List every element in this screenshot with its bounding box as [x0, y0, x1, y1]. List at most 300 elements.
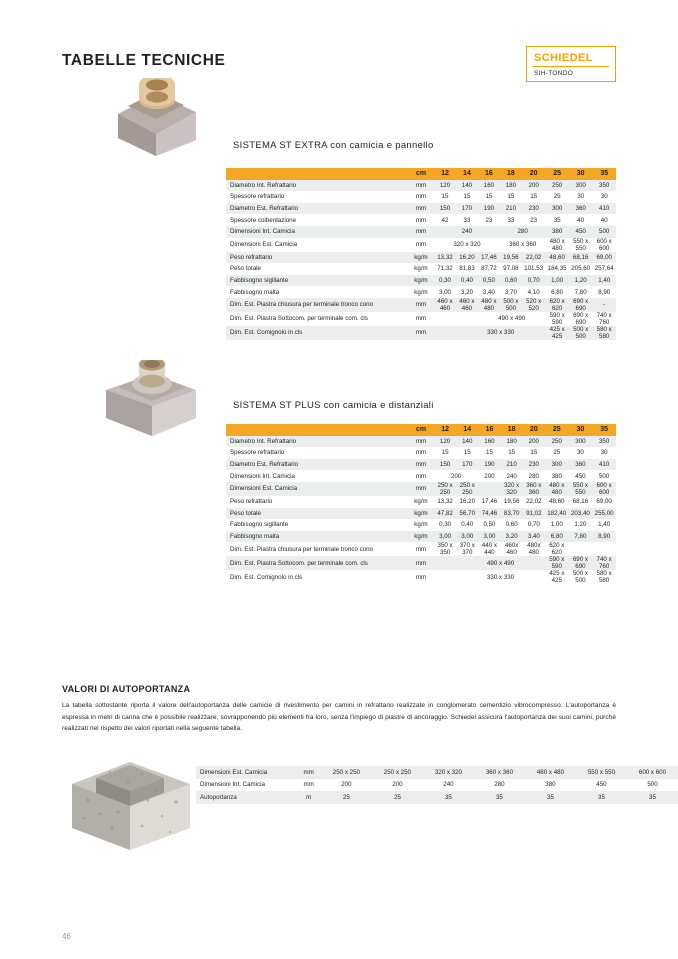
table-cell: 0,70 [523, 519, 545, 531]
table-row [226, 570, 616, 584]
row-unit: kg/m [408, 263, 434, 275]
table-row [226, 191, 616, 203]
table-cell: 620 x 620 [545, 542, 569, 556]
table-cell: 150 [434, 203, 456, 215]
row-label: Peso totale [226, 508, 408, 520]
table-cell: 350 [592, 180, 616, 192]
row-unit: mm [408, 447, 434, 459]
table-cell: 280 [474, 779, 525, 792]
table-cell: 69,00 [592, 496, 616, 508]
table-cell: 300 [545, 203, 569, 215]
table-cell: 0,40 [456, 275, 478, 287]
table-cell: 300 [545, 459, 569, 471]
table-header-cell: 14 [463, 426, 472, 434]
row-label: Spessore refrattario [226, 447, 408, 459]
table-cell-span: 740 x 760 [592, 556, 616, 570]
table-cell: 410 [592, 203, 616, 215]
table-cell: 7,80 [569, 531, 593, 543]
table-cell: 360 [569, 203, 593, 215]
table-cell: 150 [434, 459, 456, 471]
row-label: Diametro Int. Refrattario [226, 180, 408, 192]
table-cell [592, 542, 616, 556]
table-cell: 690 x 690 [569, 298, 593, 312]
row-unit: mm [408, 459, 434, 471]
row-unit: mm [408, 542, 434, 556]
table-cell: 230 [522, 203, 546, 215]
table-row [226, 298, 616, 312]
table-cell: 0,50 [478, 519, 500, 531]
table-cell: 190 [478, 203, 500, 215]
table-cell: 140 [456, 180, 478, 192]
table-cell: 68,16 [569, 496, 593, 508]
table-cell-span: 600 x 600 [592, 482, 616, 496]
table-header-cell: 25 [552, 426, 561, 434]
table-cell: 15 [434, 447, 456, 459]
chimney-extra-illustration [110, 78, 204, 156]
table-cell: 1,00 [545, 519, 569, 531]
table-row [226, 519, 616, 531]
table-row [226, 203, 616, 215]
row-unit: mm [408, 298, 434, 312]
table-cell: 0,60 [500, 275, 522, 287]
table-cell-span: 280 [500, 226, 545, 238]
row-label: Fabbisogno sigillante [226, 275, 408, 287]
table-row [226, 482, 616, 496]
table-cell: 47,82 [434, 508, 456, 520]
row-label: Dim. Est. Piastra Sottocom. per terminale com. cls [226, 556, 408, 570]
table-cell: 0,70 [522, 275, 546, 287]
table-cell: 200 [372, 779, 423, 792]
table-cell: 255,00 [592, 508, 616, 520]
table-cell: 7,80 [569, 286, 593, 298]
table-cell: 15 [478, 447, 500, 459]
table-cell: 40 [569, 214, 593, 226]
table-cell: 15 [500, 191, 522, 203]
table-cell: 250 x 250 [372, 766, 423, 779]
table-cell-span: 240 [501, 470, 523, 482]
table-cell-span [434, 312, 478, 326]
table-cell: 170 [456, 203, 478, 215]
table-cell: 22,02 [522, 252, 546, 264]
row-unit: mm [408, 326, 434, 340]
table-row [226, 447, 616, 459]
row-unit: m [296, 791, 320, 804]
row-unit: mm [296, 766, 320, 779]
table-cell-span: 425 x 425 [545, 570, 569, 584]
table-header-cell: cm [415, 170, 427, 178]
row-label: Dim. Est. Piastra chiusura per terminale tronco cono [226, 298, 408, 312]
table-cell: 1,20 [569, 275, 593, 287]
table-header-cell: 18 [506, 170, 515, 178]
table-cell: 320 x 320 [423, 766, 474, 779]
table-cell: 184,35 [545, 263, 569, 275]
section2-heading: SISTEMA ST PLUS con camicia e distanziali [233, 400, 434, 411]
table-cell: 182,40 [545, 508, 569, 520]
row-unit: mm [296, 779, 320, 792]
row-label: Fabbisogno malta [226, 286, 408, 298]
table-cell: 370 x 370 [456, 542, 478, 556]
table-cell: 550 x 550 [576, 766, 627, 779]
table-cell: 460 x 460 [434, 298, 456, 312]
table-header-cell: 16 [485, 426, 494, 434]
table-row [226, 496, 616, 508]
table-row [226, 470, 616, 482]
row-label: Dimensioni Est. Camicia [226, 238, 408, 252]
table-cell-span: 740 x 760 [592, 312, 616, 326]
table-cell: 17,46 [478, 496, 500, 508]
table-cell: 87,72 [478, 263, 500, 275]
table-cell: 203,40 [569, 508, 593, 520]
table-header-cell: 18 [507, 426, 516, 434]
table-cell: 23 [478, 214, 500, 226]
row-unit: mm [408, 436, 434, 448]
table-cell: 500 x 500 [500, 298, 522, 312]
table-cell: 1,20 [569, 519, 593, 531]
table-cell-span: 200 [434, 470, 478, 482]
table-header-blank [226, 424, 408, 436]
table-cell-span: 490 x 490 [478, 312, 545, 326]
table-row [226, 436, 616, 448]
table-cell: 19,56 [500, 252, 522, 264]
table-row [226, 252, 616, 264]
table-cell-span: 590 x 590 [545, 312, 569, 326]
table-cell-span: 450 [569, 226, 593, 238]
table-cell-span: 425 x 425 [545, 326, 569, 340]
table-header-cell: 25 [553, 170, 562, 178]
table-cell: 13,32 [434, 252, 456, 264]
table-cell: 480x 480 [523, 542, 545, 556]
row-unit: mm [408, 226, 434, 238]
table-cell-span: 490 x 490 [456, 556, 545, 570]
table-row [226, 542, 616, 556]
table-cell: 500 [627, 779, 678, 792]
table-cell: 120 [434, 436, 456, 448]
table-row [226, 531, 616, 543]
table-header-cell: cm [415, 426, 427, 434]
table-cell: 56,70 [456, 508, 478, 520]
table-cell: 30 [592, 191, 616, 203]
table-cell-span: 250 x 250 [456, 482, 478, 496]
table-cell: 600 x 600 [627, 766, 678, 779]
table-cell: 101,53 [522, 263, 546, 275]
table-cell: 620 x 620 [545, 298, 569, 312]
table-cell: 35 [627, 791, 678, 804]
table-cell: 0,40 [456, 519, 478, 531]
table-cell: 68,16 [569, 252, 593, 264]
table-row [226, 275, 616, 287]
row-label: Dimensioni Est. Camicia [226, 482, 408, 496]
table-header-row [226, 168, 616, 180]
row-unit: mm [408, 203, 434, 215]
row-unit: mm [408, 191, 434, 203]
table-cell-span: 500 x 500 [569, 326, 593, 340]
table-cell: 69,00 [592, 252, 616, 264]
table-cell: 71,32 [434, 263, 456, 275]
table-header-cell: 30 [576, 426, 585, 434]
table-cell: 3,40 [478, 286, 500, 298]
table-cell: 35 [545, 214, 569, 226]
table-cell: 410 [592, 459, 616, 471]
table-cell-span: 200 [478, 470, 500, 482]
table-cell: 240 [423, 779, 474, 792]
page-title: TABELLE TECNICHE [62, 52, 226, 69]
table-row [226, 459, 616, 471]
table-cell-span [434, 556, 456, 570]
table-cell: 480 x 480 [478, 298, 500, 312]
table-cell: 257,64 [592, 263, 616, 275]
table-cell: 190 [478, 459, 500, 471]
table-cell: 8,90 [592, 286, 616, 298]
table-cell: 200 [523, 436, 545, 448]
table-cell: 13,32 [434, 496, 456, 508]
row-label: Diametro Int. Refrattario [226, 436, 408, 448]
table-cell: 25 [545, 447, 569, 459]
page-number: 46 [62, 932, 71, 941]
row-label: Spessore coibentazione [226, 214, 408, 226]
table-cell: 15 [456, 191, 478, 203]
table-cell: 15 [478, 191, 500, 203]
table-cell: 91,02 [523, 508, 545, 520]
table-cell-span: 380 [545, 226, 569, 238]
table-cell: 1,40 [592, 519, 616, 531]
row-label: Fabbisogno malta [226, 531, 408, 543]
autoportanza-heading: VALORI DI AUTOPORTANZA [62, 684, 191, 694]
table-cell: 3,00 [478, 531, 500, 543]
table-cell-span: 360 x 360 [523, 482, 545, 496]
table-cell-span: 320 x 320 [434, 238, 500, 252]
table-st-plus [226, 424, 616, 584]
table-cell: 30 [569, 447, 593, 459]
row-label: Dimensioni Int. Camicia [196, 779, 296, 792]
table-cell-span: 500 [592, 470, 616, 482]
table-row [196, 766, 678, 779]
row-unit: kg/m [408, 275, 434, 287]
table-cell: 3,20 [501, 531, 523, 543]
table-cell: 170 [456, 459, 478, 471]
table-cell: 25 [372, 791, 423, 804]
table-cell: 22,02 [523, 496, 545, 508]
table-row [226, 312, 616, 326]
row-label: Diametro Est. Refrattario [226, 459, 408, 471]
table-cell-span: 690 x 690 [569, 556, 593, 570]
table-cell-span: 320 x 320 [501, 482, 523, 496]
table-cell: 160 [478, 436, 500, 448]
row-label: Peso totale [226, 263, 408, 275]
table-cell: 140 [456, 436, 478, 448]
table-cell: 35 [525, 791, 576, 804]
table-cell: 460 x 460 [456, 298, 478, 312]
table-cell [569, 542, 593, 556]
table-cell: 3,40 [523, 531, 545, 543]
table-cell-span: 330 x 330 [456, 570, 545, 584]
table-cell: 8,90 [592, 531, 616, 543]
table-cell: 300 [569, 436, 593, 448]
row-label: Peso refrattario [226, 252, 408, 264]
table-cell: 180 [501, 436, 523, 448]
autoportanza-paragraph: La tabella sottostante riporta il valore dell'autoportanza delle camicie di rivestimento per camini in refrattario realizzate in conglomerato cementizio vibrocompresso. L'autoportanza è espressa in metri di canna che è possibile realizzare, sovrapponendo più elementi fra loro, senza l'impiego di piastre di ancoraggio. Schiedel assicura l'autoportanza dei suoi camini, purché realizzati nel rispetto dei valori riportati nella seguente tabella. [62, 702, 616, 732]
table-cell: 35 [576, 791, 627, 804]
chimney-plus-illustration [96, 360, 206, 436]
table-cell: 210 [500, 203, 522, 215]
table-cell: 520 x 520 [522, 298, 546, 312]
table-cell-span: 550 x 550 [569, 482, 593, 496]
row-unit: kg/m [408, 286, 434, 298]
table-cell: 0,30 [434, 275, 456, 287]
table-cell: 1,40 [592, 275, 616, 287]
table-cell: 0,30 [434, 519, 456, 531]
table-cell: 380 [525, 779, 576, 792]
table-cell: 250 x 250 [321, 766, 372, 779]
table-cell: 3,00 [456, 531, 478, 543]
table-cell: 15 [456, 447, 478, 459]
table-cell: 360 [569, 459, 593, 471]
table-header-cell: 35 [600, 426, 609, 434]
table-cell: 15 [522, 191, 546, 203]
table-row [226, 214, 616, 226]
table-header-cell: 35 [600, 170, 609, 178]
table-cell: 350 x 350 [434, 542, 456, 556]
table-cell: 15 [523, 447, 545, 459]
table-cell: 23 [522, 214, 546, 226]
table-cell: 42 [434, 214, 456, 226]
table-cell: 33 [500, 214, 522, 226]
table-row [226, 238, 616, 252]
table-row [226, 326, 616, 340]
table-cell: 200 [321, 779, 372, 792]
table-cell: 480 x 480 [525, 766, 576, 779]
table-cell: 48,60 [545, 496, 569, 508]
table-cell: 210 [501, 459, 523, 471]
table-cell-span: 330 x 330 [456, 326, 545, 340]
table-cell: 15 [501, 447, 523, 459]
table-cell: 230 [523, 459, 545, 471]
table-cell: 6,80 [545, 286, 569, 298]
row-label: Diametro Est. Refrattario [226, 203, 408, 215]
table-cell: 81,83 [456, 263, 478, 275]
brand-name: SCHIEDEL [534, 52, 593, 64]
table-cell: 200 [522, 180, 546, 192]
row-label: Dimensioni Int. Camicia [226, 470, 408, 482]
row-label: Dimensioni Int. Camicia [226, 226, 408, 238]
product-name: SIH-TONDO [534, 70, 574, 77]
row-label: Dimensioni Est. Camicia [196, 766, 296, 779]
table-cell: 30 [592, 447, 616, 459]
table-cell: 0,60 [501, 519, 523, 531]
camicia-block-illustration [66, 756, 196, 856]
table-cell-span: 600 x 600 [592, 238, 616, 252]
table-cell: 83,70 [501, 508, 523, 520]
table-row [226, 508, 616, 520]
table-cell-span: 580 x 580 [592, 326, 616, 340]
table-cell: 160 [478, 180, 500, 192]
table-row [196, 791, 678, 804]
table-cell: 19,56 [501, 496, 523, 508]
table-cell-span: 450 [569, 470, 593, 482]
table-header-cell: 12 [441, 170, 449, 178]
row-label: Autoportanza [196, 791, 296, 804]
table-cell-span: 690 x 690 [569, 312, 593, 326]
brand-logo [526, 46, 616, 82]
table-header-cell: 20 [529, 170, 538, 178]
table-cell: 74,46 [478, 508, 500, 520]
table-cell: 4,10 [522, 286, 546, 298]
table-cell: - [592, 298, 616, 312]
row-unit: mm [408, 570, 434, 584]
table-cell: 3,20 [456, 286, 478, 298]
table-cell-span: 250 x 250 [434, 482, 456, 496]
table-header-cell: 30 [576, 170, 585, 178]
row-unit: kg/m [408, 252, 434, 264]
row-unit: kg/m [408, 519, 434, 531]
row-unit: mm [408, 214, 434, 226]
table-cell-span: 550 x 550 [569, 238, 593, 252]
table-cell: 25 [545, 191, 569, 203]
table-cell: 17,46 [478, 252, 500, 264]
table-header-cell: 20 [529, 426, 538, 434]
row-label: Dim. Est. Comignolo in cls [226, 570, 408, 584]
table-row [226, 556, 616, 570]
table-cell-span: 580 x 580 [592, 570, 616, 584]
table-header-cell: 16 [485, 170, 493, 178]
table-cell: 0,50 [478, 275, 500, 287]
table-cell: 1,00 [545, 275, 569, 287]
row-unit: mm [408, 556, 434, 570]
table-cell: 3,70 [500, 286, 522, 298]
table-autoportanza [196, 766, 678, 804]
table-cell-span: 480 x 480 [545, 482, 569, 496]
row-unit: kg/m [408, 531, 434, 543]
table-cell: 35 [474, 791, 525, 804]
table-cell: 460x 460 [501, 542, 523, 556]
table-cell: 3,00 [434, 286, 456, 298]
table-header-row [226, 424, 616, 436]
table-st-extra [226, 168, 616, 340]
table-cell: 30 [569, 191, 593, 203]
section1-heading: SISTEMA ST EXTRA con camicia e pannello [233, 140, 434, 151]
table-cell: 6,80 [545, 531, 569, 543]
row-label: Dim. Est. Comignolo in cls [226, 326, 408, 340]
row-unit: mm [408, 482, 434, 496]
row-unit: mm [408, 312, 434, 326]
table-cell: 16,20 [456, 496, 478, 508]
table-row [196, 779, 678, 792]
table-cell: 33 [456, 214, 478, 226]
table-cell-span [478, 482, 500, 496]
table-cell-span: 500 [592, 226, 616, 238]
table-cell-span: 360 x 360 [500, 238, 545, 252]
row-label: Dim. Est. Piastra Sottocom. per terminale com. cls [226, 312, 408, 326]
table-cell: 3,00 [434, 531, 456, 543]
table-cell-span [434, 326, 456, 340]
table-cell: 250 [545, 436, 569, 448]
table-cell-span: 380 [545, 470, 569, 482]
table-cell-span: 500 x 500 [569, 570, 593, 584]
table-cell-span: 280 [523, 470, 545, 482]
table-cell: 300 [569, 180, 593, 192]
table-cell-span [434, 570, 456, 584]
row-unit: kg/m [408, 508, 434, 520]
table-row [226, 180, 616, 192]
row-unit: mm [408, 470, 434, 482]
row-unit: mm [408, 238, 434, 252]
table-cell: 35 [423, 791, 474, 804]
row-unit: kg/m [408, 496, 434, 508]
table-cell-span: 480 x 480 [545, 238, 569, 252]
table-cell: 15 [434, 191, 456, 203]
table-header-blank [226, 168, 408, 180]
table-cell: 440 x 440 [478, 542, 500, 556]
table-header-cell: 12 [441, 426, 449, 434]
